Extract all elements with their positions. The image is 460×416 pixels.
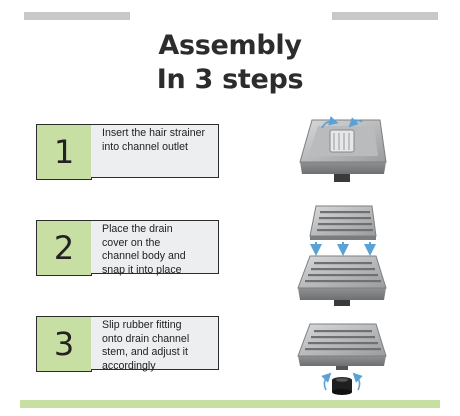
drain-channel-icon <box>298 256 386 306</box>
title-line-1: Assembly <box>158 30 302 61</box>
step-3-number: 3 <box>36 316 92 372</box>
bottom-decor-bar <box>20 400 440 408</box>
drain-cover-icon <box>310 206 376 240</box>
rubber-fitting-icon <box>324 376 359 395</box>
down-arrow-icon <box>316 242 370 250</box>
title-line-2: In 3 steps <box>156 64 304 95</box>
step-3-text: Slip rubber fitting onto drain channel stem, and adjust it accordingly <box>91 316 219 370</box>
drain-cover-icon <box>298 324 386 370</box>
step-1-text: Insert the hair strainer into channel outlet <box>91 124 219 178</box>
step-2-number: 2 <box>36 220 92 276</box>
step-2-text: Place the drain cover on the channel body and snap it into place <box>91 220 219 274</box>
step-1-number: 1 <box>36 124 92 180</box>
